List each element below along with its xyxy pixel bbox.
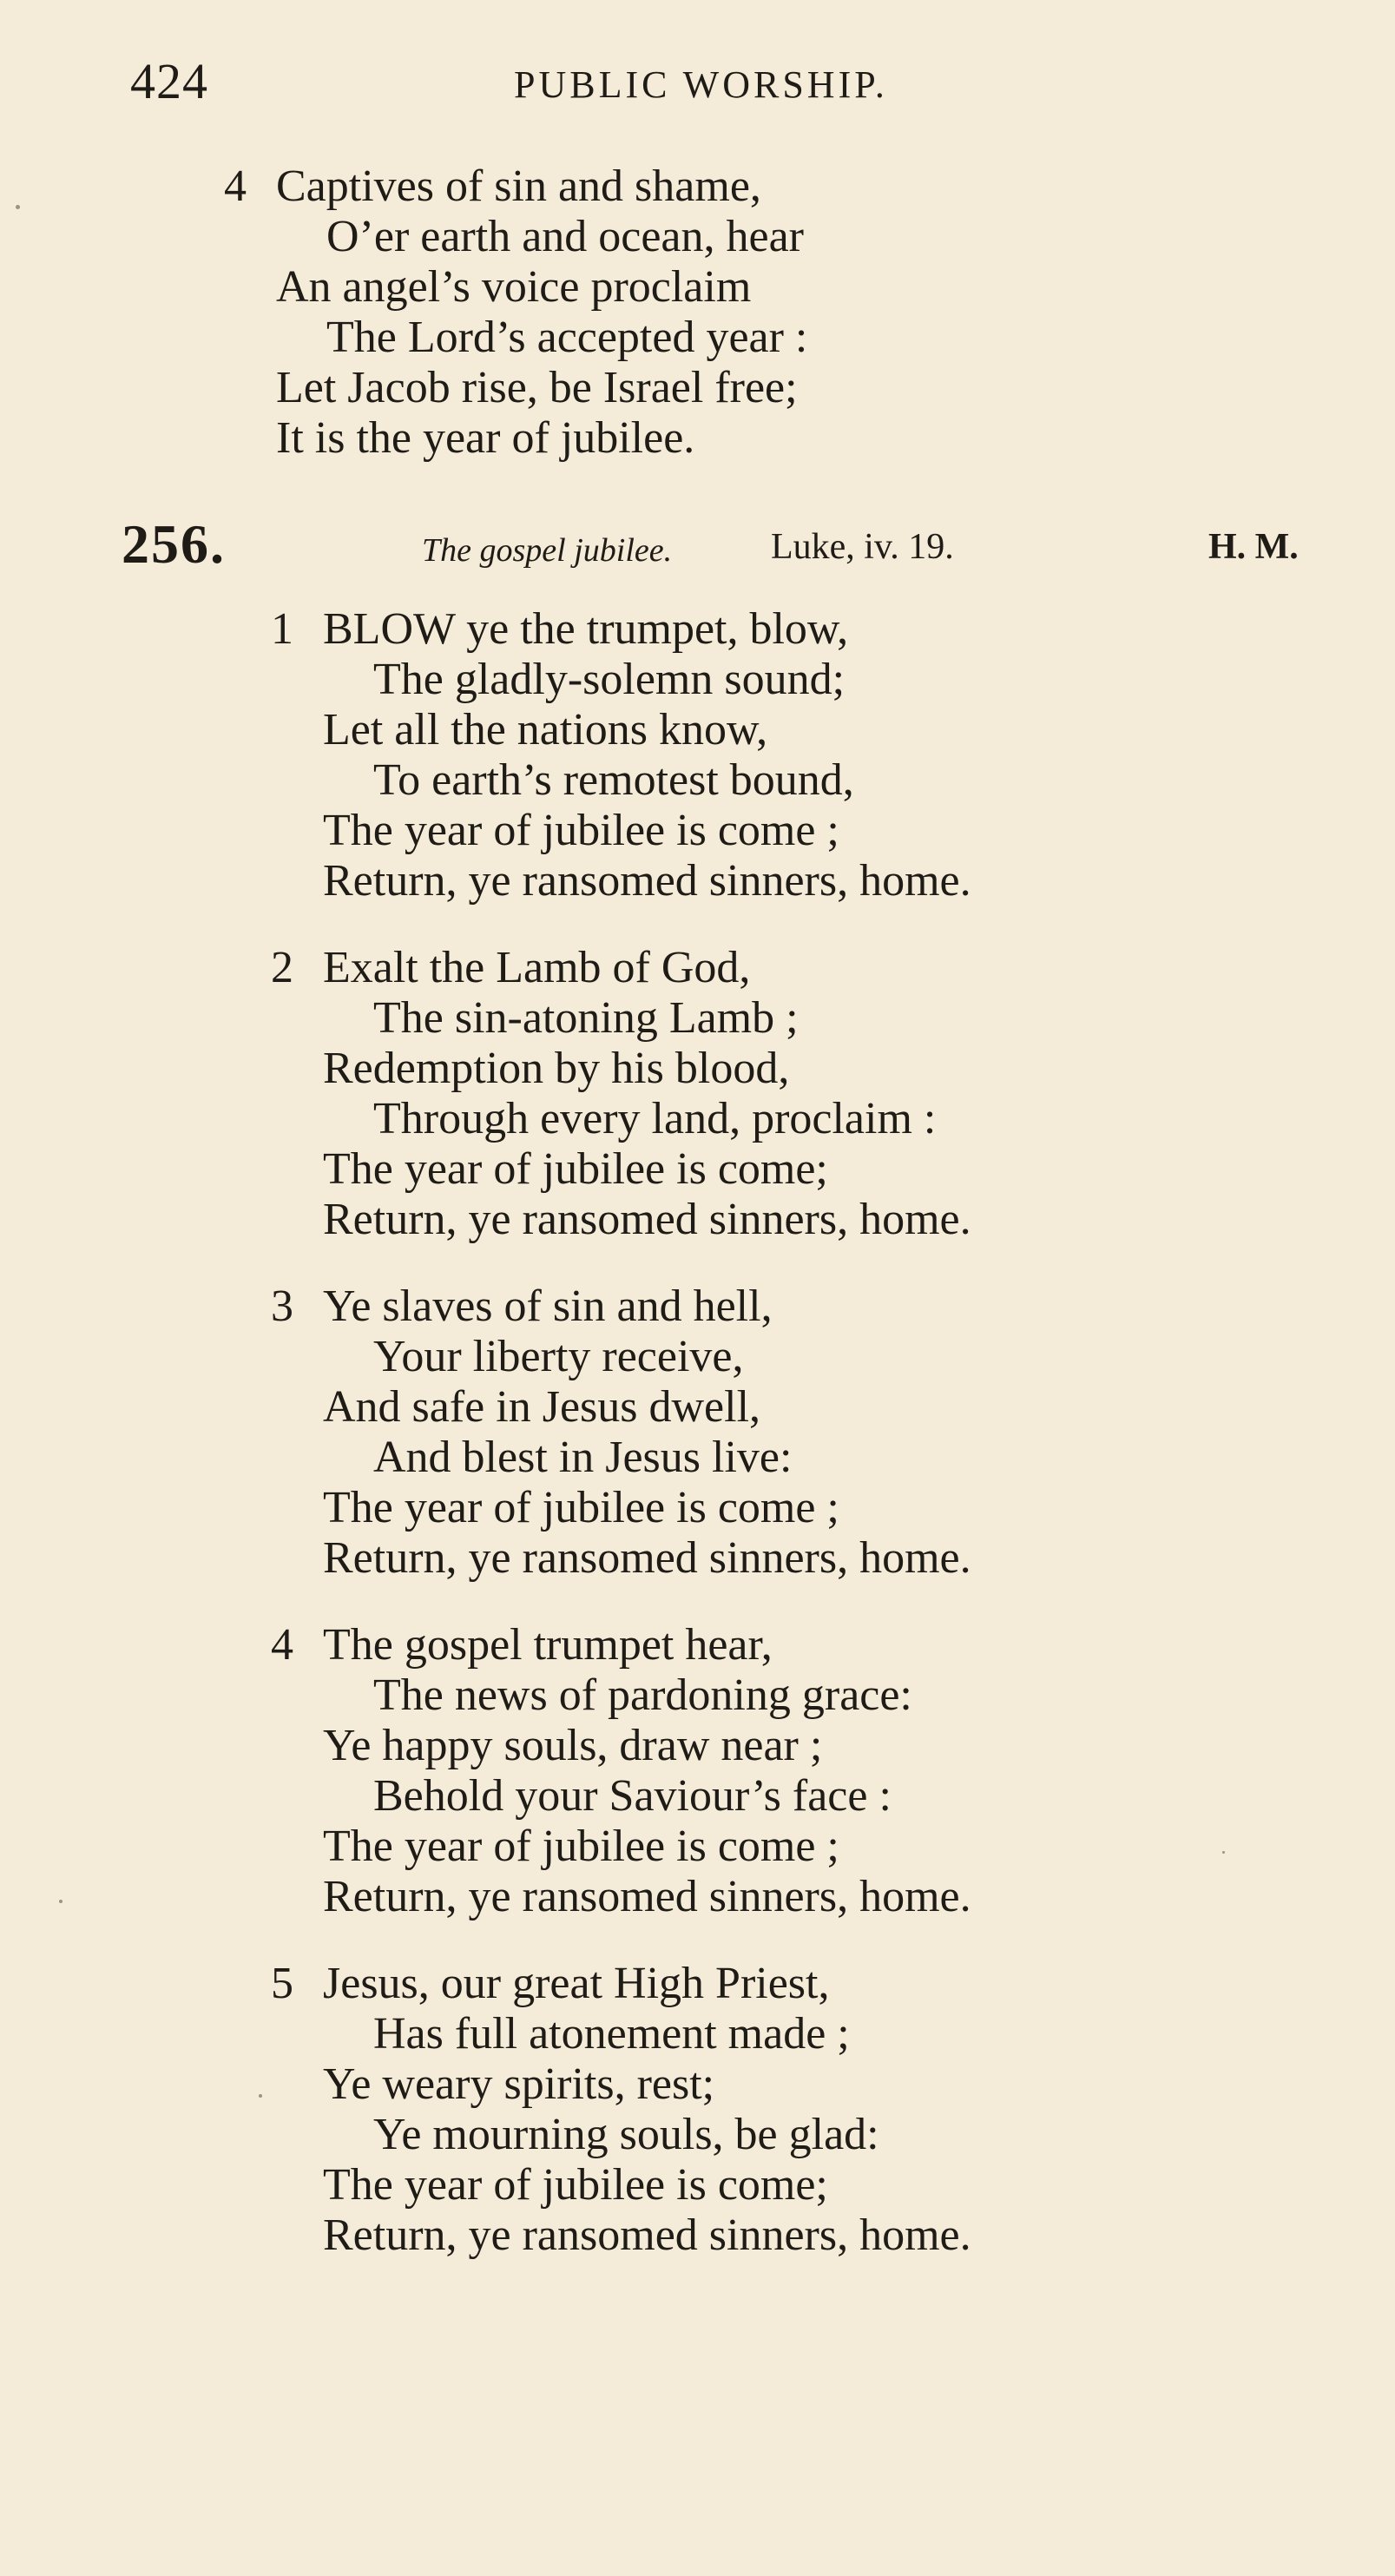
verse-line: Return, ye ransomed sinners, home. [323,856,971,906]
paper-speck [1222,1851,1225,1854]
verse-line: And safe in Jesus dwell, [323,1382,761,1432]
stanza-number: 5 [271,1959,293,2008]
verse-line: And blest in Jesus live: [373,1433,793,1482]
verse-line: Ye weary spirits, rest; [323,2059,715,2109]
verse-line: Redemption by his blood, [323,1044,790,1093]
verse-line: Ye mourning souls, be glad: [373,2110,879,2159]
paper-speck [16,205,20,209]
verse-line: Through every land, proclaim : [373,1094,937,1143]
hymn-title: The gospel jubilee. [422,532,673,569]
verse-line: The year of jubilee is come; [323,1144,828,1194]
verse-line: Return, ye ransomed sinners, home. [323,1533,971,1583]
verse-line: The year of jubilee is come ; [323,1483,839,1532]
verse-line: Let all the nations know, [323,705,768,754]
stanza-number: 3 [271,1281,293,1331]
stanza-number: 2 [271,943,293,992]
running-head [0,52,1395,113]
verse-line: Let Jacob rise, be Israel free; [276,363,798,412]
paper-speck [259,2094,262,2098]
verse-line: The news of pardoning grace: [373,1670,912,1720]
stanza-number: 4 [271,1620,293,1670]
verse-line: Return, ye ransomed sinners, home. [323,2210,971,2260]
verse-line: An angel’s voice proclaim [276,262,752,312]
paper-speck [59,1900,63,1903]
verse-line: Jesus, our great High Priest, [323,1959,830,2008]
verse-line: Your liberty receive, [373,1332,744,1381]
scripture-reference: Luke, iv. 19. [771,527,954,567]
verse-line: Return, ye ransomed sinners, home. [323,1872,971,1921]
verse-line: Ye happy souls, draw near ; [323,1721,823,1770]
verse-line: The year of jubilee is come ; [323,806,839,855]
verse-line: The Lord’s accepted year : [326,313,808,362]
verse-line: The gospel trumpet hear, [323,1620,773,1670]
verse-line: Behold your Saviour’s face : [373,1771,892,1821]
hymn-number: 256. [122,513,226,575]
verse-line: The year of jubilee is come ; [323,1822,839,1871]
verse-line: To earth’s remotest bound, [373,755,854,805]
verse-line: The sin-atoning Lamb ; [373,993,799,1043]
verse-line: Return, ye ransomed sinners, home. [323,1195,971,1244]
running-title: PUBLIC WORSHIP. [514,63,888,106]
verse-line: Captives of sin and shame, [276,161,761,211]
verse-line: Exalt the Lamb of God, [323,943,751,992]
stanza-number: 1 [271,604,293,654]
verse-line: Ye slaves of sin and hell, [323,1281,773,1331]
page-number: 424 [130,53,208,109]
hymn-heading [0,513,1395,578]
stanza-number: 4 [224,161,247,211]
hymn-meter: H. M. [1208,527,1299,567]
verse-line: Has full atonement made ; [373,2009,850,2059]
verse-line: The gladly-solemn sound; [373,655,846,704]
verse-line: BLOW ye the trumpet, blow, [323,604,849,654]
verse-line: The year of jubilee is come; [323,2160,828,2210]
verse-line: O’er earth and ocean, hear [326,212,804,261]
verse-line: It is the year of jubilee. [276,413,695,463]
